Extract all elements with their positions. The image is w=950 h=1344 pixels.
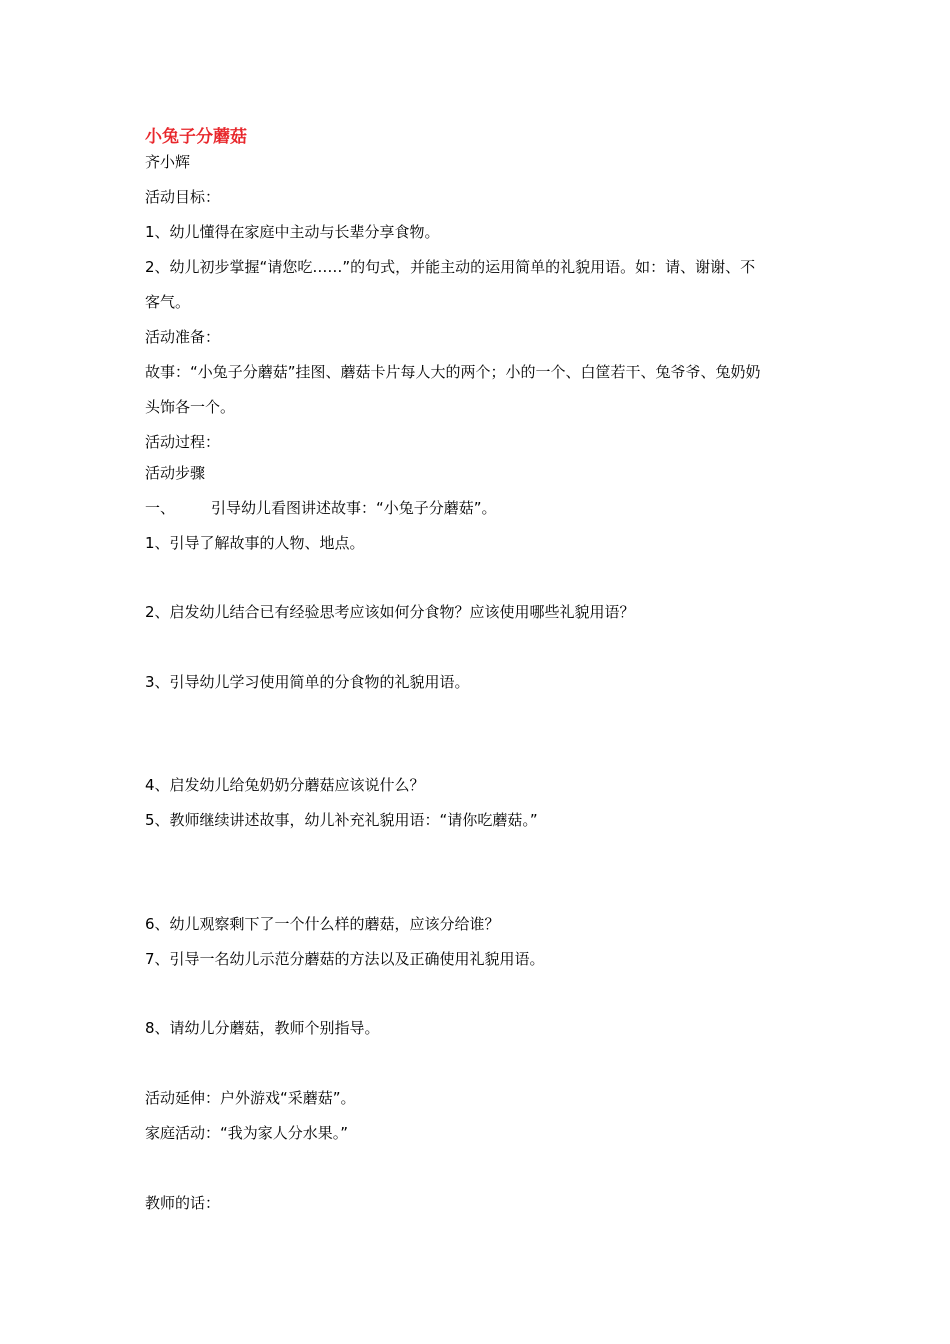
step-1: 1、引导了解故事的人物、地点。: [145, 534, 365, 552]
prep-line-1: 故事：“小兔子分蘑菇”挂图、蘑菇卡片每人大的两个；小的一个、白筐若干、兔爷爷、兔奶奶: [145, 363, 761, 381]
goals-heading: 活动目标：: [145, 188, 221, 206]
document-title: 小兔子分蘑菇: [145, 127, 247, 147]
prep-heading: 活动准备：: [145, 328, 221, 346]
step-5: 5、教师继续讲述故事，幼儿补充礼貌用语：“请你吃蘑菇。”: [145, 811, 538, 829]
goal-item-2-cont: 客气。: [145, 293, 191, 311]
activity-extension: 活动延伸：户外游戏“采蘑菇”。: [145, 1089, 356, 1107]
section-heading: [145, 498, 497, 518]
step-8: 8、请幼儿分蘑菇，教师个别指导。: [145, 1019, 380, 1037]
teacher-words-heading: 教师的话：: [145, 1194, 221, 1212]
process-subheading: 活动步骤: [145, 464, 206, 482]
process-heading: 活动过程：: [145, 433, 221, 451]
step-2: 2、启发幼儿结合已有经验思考应该如何分食物？应该使用哪些礼貌用语？: [145, 603, 635, 621]
section-number: 一、: [145, 499, 176, 517]
goal-item-2: 2、幼儿初步掌握“请您吃……”的句式，并能主动的运用简单的礼貌用语。如：请、谢谢、不: [145, 258, 756, 276]
step-7: 7、引导一名幼儿示范分蘑菇的方法以及正确使用礼貌用语。: [145, 950, 545, 968]
goal-item-1: 1、幼儿懂得在家庭中主动与长辈分享食物。: [145, 223, 440, 241]
author-name: 齐小辉: [145, 153, 191, 171]
step-4: 4、启发幼儿给兔奶奶分蘑菇应该说什么？: [145, 776, 425, 794]
step-6: 6、幼儿观察剩下了一个什么样的蘑菇，应该分给谁？: [145, 915, 500, 933]
step-3: 3、引导幼儿学习使用简单的分食物的礼貌用语。: [145, 673, 470, 691]
section-text: 引导幼儿看图讲述故事：“小兔子分蘑菇”。: [211, 499, 497, 517]
prep-line-2: 头饰各一个。: [145, 398, 236, 416]
family-activity: 家庭活动：“我为家人分水果。”: [145, 1124, 349, 1142]
